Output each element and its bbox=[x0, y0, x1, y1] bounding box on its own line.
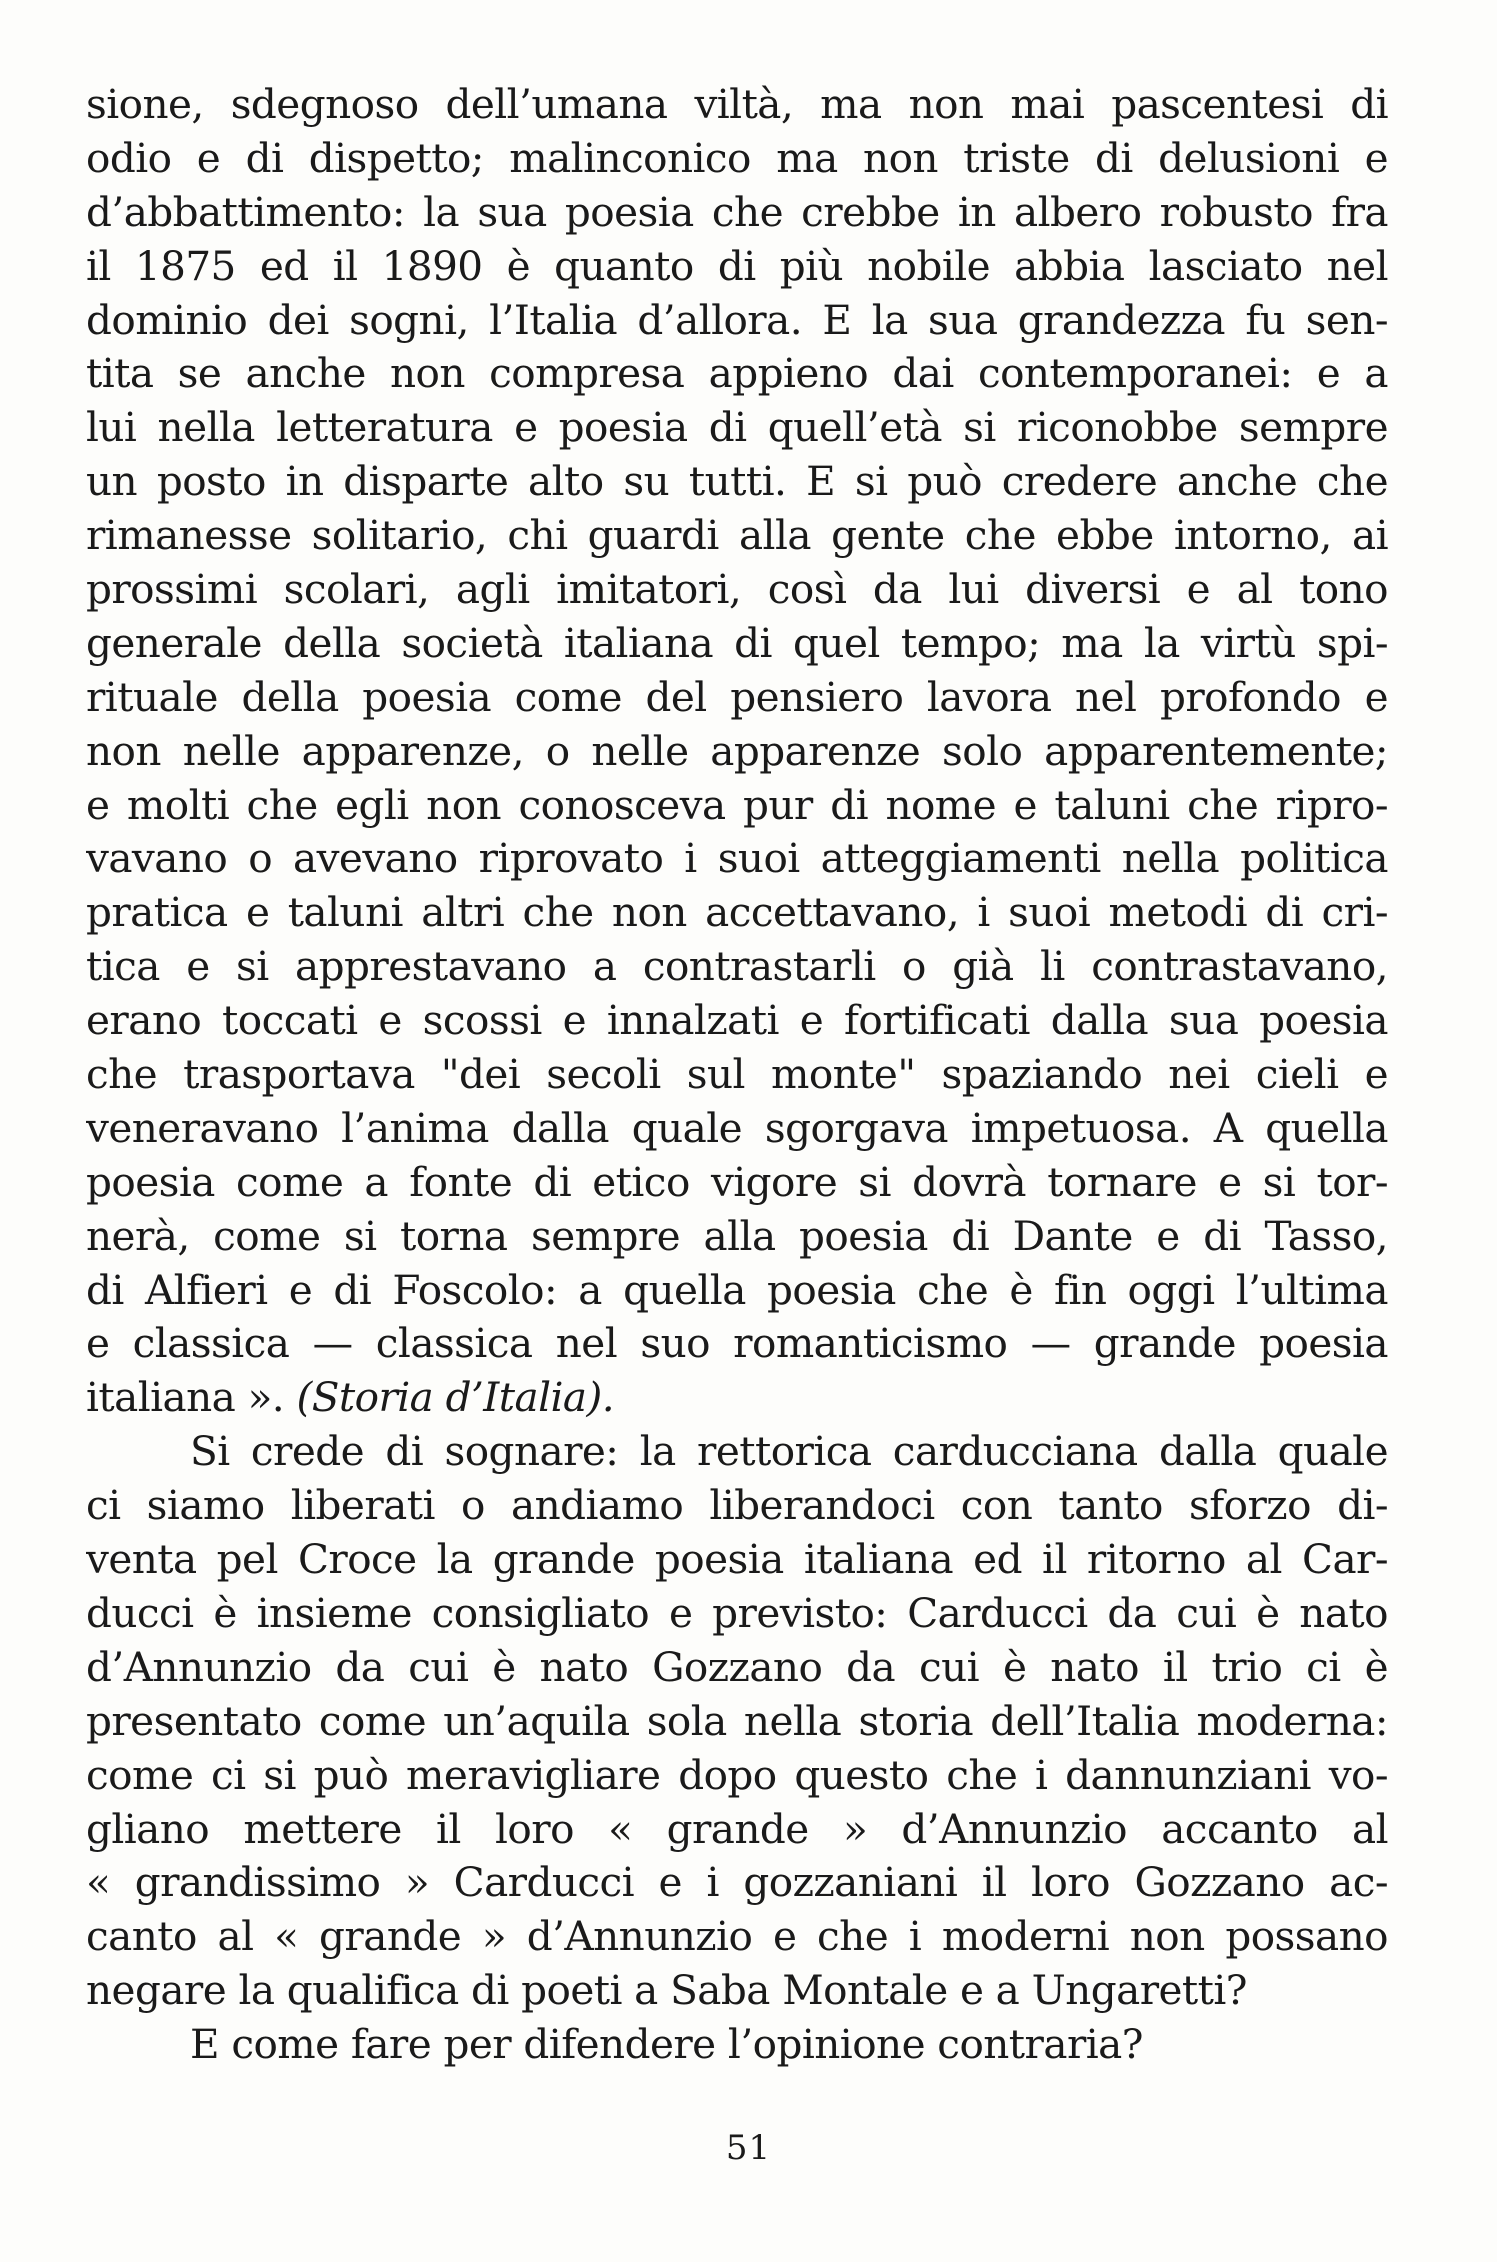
quote-end-text: italiana ». bbox=[86, 1373, 297, 1422]
text-line: rimanesse solitario, chi guardi alla gente che ebbe intorno, ai bbox=[86, 511, 1388, 560]
text-line: nerà, come si torna sempre alla poesia di Dante e di Tasso, bbox=[86, 1211, 1388, 1260]
text-line: e molti che egli non conosceva pur di nome e taluni che ripro- bbox=[86, 780, 1388, 829]
text-line: d’abbattimento: la sua poesia che crebbe in albero robusto fra bbox=[86, 187, 1388, 236]
text-line: tita se anche non compresa appieno dai contemporanei: e a bbox=[86, 349, 1388, 398]
body-text bbox=[86, 78, 1388, 2072]
text-line: di Alfieri e di Foscolo: a quella poesia che è fin oggi l’ultima bbox=[86, 1265, 1388, 1314]
text-line: canto al « grande » d’Annunzio e che i moderni non possano bbox=[86, 1912, 1388, 1961]
text-line: negare la qualifica di poeti a Saba Montale e a Ungaretti? bbox=[86, 1966, 1247, 2015]
text-line: veneravano l’anima dalla quale sgorgava impetuosa. A quella bbox=[86, 1103, 1388, 1152]
text-line: vavano o avevano riprovato i suoi atteggiamenti nella politica bbox=[86, 834, 1388, 883]
text-line: e classica — classica nel suo romanticismo — grande poesia bbox=[86, 1319, 1388, 1368]
citation-title: (Storia d’Italia). bbox=[296, 1373, 615, 1422]
paragraph-first-line: Si crede di sognare: la rettorica carducciana dalla quale bbox=[190, 1427, 1388, 1476]
text-line: poesia come a fonte di etico vigore si dovrà tornare e si tor- bbox=[86, 1157, 1388, 1206]
text-line: non nelle apparenze, o nelle apparenze solo apparentemente; bbox=[86, 726, 1388, 775]
text-line: sione, sdegnoso dell’umana viltà, ma non mai pascentesi di bbox=[86, 80, 1388, 128]
text-line: « grandissimo » Carducci e i gozzaniani il loro Gozzano ac- bbox=[86, 1858, 1388, 1907]
text-line: ci siamo liberati o andiamo liberandoci con tanto sforzo di- bbox=[86, 1481, 1388, 1530]
text-line: dominio dei sogni, l’Italia d’allora. E la sua grandezza fu sen- bbox=[86, 295, 1388, 344]
text-line: il 1875 ed il 1890 è quanto di più nobile abbia lasciato nel bbox=[86, 241, 1388, 290]
text-line: un posto in disparte alto su tutti. E si può credere anche che bbox=[86, 457, 1388, 506]
text-line-citation bbox=[86, 1371, 1388, 1425]
text-line: venta pel Croce la grande poesia italiana ed il ritorno al Car- bbox=[86, 1535, 1388, 1584]
text-line: gliano mettere il loro « grande » d’Annunzio accanto al bbox=[86, 1804, 1388, 1853]
text-line: erano toccati e scossi e innalzati e fortificati dalla sua poesia bbox=[86, 996, 1388, 1045]
text-line: generale della società italiana di quel tempo; ma la virtù spi- bbox=[86, 618, 1388, 667]
page-number: 51 bbox=[725, 2128, 772, 2168]
text-line: presentato come un’aquila sola nella storia dell’Italia moderna: bbox=[86, 1696, 1388, 1745]
text-line: prossimi scolari, agli imitatori, così da lui diversi e al tono bbox=[86, 565, 1388, 614]
paragraph-first-line: E come fare per difendere l’opinione contraria? bbox=[190, 2020, 1143, 2069]
text-line: pratica e taluni altri che non accettavano, i suoi metodi di cri- bbox=[86, 888, 1388, 937]
text-line: odio e di dispetto; malinconico ma non triste di delusioni e bbox=[86, 133, 1388, 182]
text-line: che trasportava "dei secoli sul monte" spaziando nei cieli e bbox=[86, 1050, 1388, 1099]
text-line: tica e si apprestavano a contrastarli o già li contrastavano, bbox=[86, 942, 1388, 991]
text-line: rituale della poesia come del pensiero lavora nel profondo e bbox=[86, 672, 1388, 721]
text-line: ducci è insieme consigliato e previsto: Carducci da cui è nato bbox=[86, 1588, 1388, 1637]
text-line: lui nella letteratura e poesia di quell’età si riconobbe sempre bbox=[86, 403, 1388, 452]
text-line: d’Annunzio da cui è nato Gozzano da cui è nato il trio ci è bbox=[86, 1642, 1388, 1691]
text-line: come ci si può meravigliare dopo questo che i dannunziani vo- bbox=[86, 1750, 1388, 1799]
